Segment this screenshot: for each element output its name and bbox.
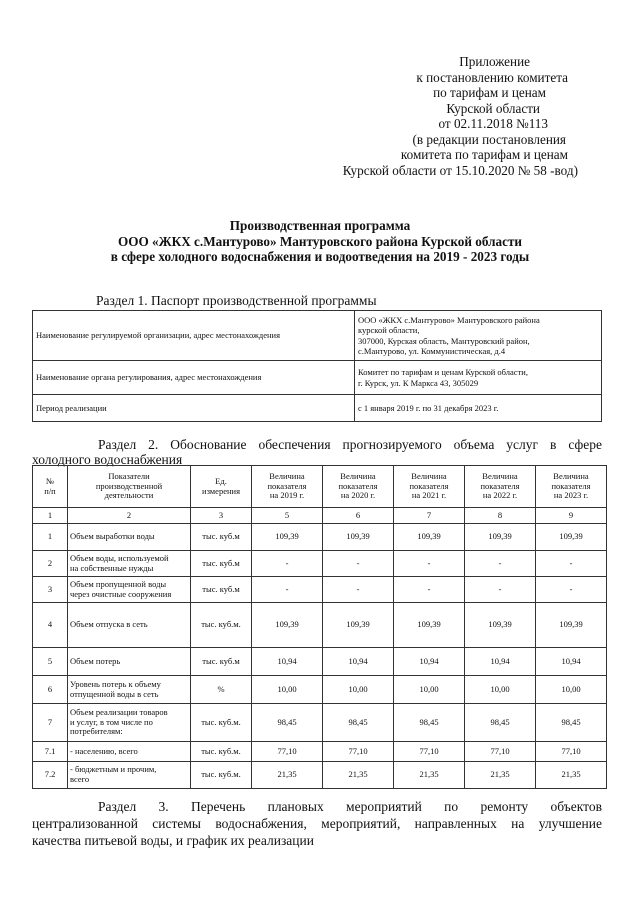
row-value: 109,39 bbox=[252, 524, 323, 551]
header-text: производственной bbox=[95, 480, 163, 491]
header-year-2023 bbox=[536, 466, 607, 508]
title-line-2: ООО «ЖКХ с.Мантурово» Мантуровского района Курской области bbox=[117, 233, 523, 249]
column-number: 8 bbox=[465, 508, 536, 524]
passport-table bbox=[32, 310, 602, 422]
row-value: 98,45 bbox=[394, 704, 465, 742]
header-text: Величина bbox=[553, 471, 589, 482]
column-number: 2 bbox=[68, 508, 191, 524]
row-indicator-line: Уровень потерь к объему bbox=[70, 678, 161, 689]
row-unit: тыс. куб.м. bbox=[191, 762, 252, 789]
row-value: 109,39 bbox=[536, 524, 607, 551]
row-indicator bbox=[68, 648, 191, 676]
header-indicator bbox=[68, 466, 191, 508]
passport-value-line: с 1 января 2019 г. по 31 декабря 2023 г. bbox=[358, 402, 499, 413]
row-num: 5 bbox=[33, 648, 68, 676]
row-value: 10,00 bbox=[465, 676, 536, 704]
column-number: 3 bbox=[191, 508, 252, 524]
row-indicator bbox=[68, 577, 191, 603]
appendix-line: от 02.11.2018 №113 bbox=[438, 116, 548, 131]
row-value: 77,10 bbox=[394, 742, 465, 762]
header-text: показателя bbox=[267, 480, 307, 491]
header-text: Ед. bbox=[215, 476, 227, 487]
section2-heading-line1: Раздел 2. Обоснование обеспечения прогнозируемого объема услуг в сфере bbox=[98, 437, 602, 452]
row-value: 109,39 bbox=[252, 603, 323, 648]
row-value: 10,00 bbox=[252, 676, 323, 704]
header-year-2019 bbox=[252, 466, 323, 508]
appendix-block bbox=[318, 54, 578, 178]
header-num bbox=[33, 466, 68, 508]
header-text: на 2020 г. bbox=[340, 490, 376, 501]
row-indicator bbox=[68, 603, 191, 648]
row-value: 21,35 bbox=[536, 762, 607, 789]
row-value: - bbox=[323, 577, 394, 603]
header-text: показателя bbox=[338, 480, 378, 491]
row-unit: тыс. куб.м bbox=[191, 524, 252, 551]
header-text: Величина bbox=[269, 471, 305, 482]
header-text: п/п bbox=[44, 485, 56, 496]
passport-value bbox=[355, 361, 602, 395]
row-indicator bbox=[68, 704, 191, 742]
appendix-line: (в редакции постановления bbox=[412, 131, 566, 147]
appendix-line: по тарифам и ценам bbox=[433, 85, 546, 100]
row-unit: тыс. куб.м. bbox=[191, 742, 252, 762]
header-year-2020 bbox=[323, 466, 394, 508]
passport-row bbox=[33, 395, 602, 422]
appendix-line: комитета по тарифам и ценам bbox=[400, 147, 568, 162]
row-value: 109,39 bbox=[465, 524, 536, 551]
passport-value-line: с.Мантурово, ул. Коммунистическая, д.4 bbox=[358, 346, 506, 356]
row-value: 10,00 bbox=[323, 676, 394, 704]
row-indicator-line: - населению, всего bbox=[70, 745, 138, 756]
row-indicator-line: на собственные нужды bbox=[70, 562, 154, 573]
passport-value-line: 307000, Курская область, Мантуровский район, bbox=[358, 335, 530, 346]
passport-value-line: курской области, bbox=[358, 325, 420, 335]
row-value: - bbox=[323, 551, 394, 577]
row-indicator bbox=[68, 551, 191, 577]
row-unit: тыс. куб.м. bbox=[191, 704, 252, 742]
row-indicator bbox=[68, 762, 191, 789]
section2-heading-line2: холодного водоснабжения bbox=[32, 452, 183, 467]
row-num: 7.2 bbox=[33, 762, 68, 789]
passport-value bbox=[355, 395, 602, 422]
row-value: 77,10 bbox=[252, 742, 323, 762]
row-value: 109,39 bbox=[394, 603, 465, 648]
table-row bbox=[33, 524, 607, 551]
row-indicator-line: Объем отпуска в сеть bbox=[70, 619, 148, 630]
row-value: 109,39 bbox=[323, 603, 394, 648]
appendix-line: к постановлению комитета bbox=[416, 69, 568, 85]
table-row bbox=[33, 762, 607, 789]
appendix-line: Курской области bbox=[446, 100, 540, 116]
row-value: 10,94 bbox=[536, 648, 607, 676]
row-value: 21,35 bbox=[252, 762, 323, 789]
row-value: 10,94 bbox=[252, 648, 323, 676]
table-row bbox=[33, 577, 607, 603]
row-indicator-line: Объем реализации товаров bbox=[70, 706, 168, 717]
row-value: 98,45 bbox=[536, 704, 607, 742]
row-num: 2 bbox=[33, 551, 68, 577]
row-indicator-line: всего bbox=[70, 774, 90, 784]
row-value: - bbox=[252, 577, 323, 603]
row-value: - bbox=[394, 577, 465, 603]
row-value: - bbox=[394, 551, 465, 577]
header-text: показателя bbox=[551, 480, 591, 491]
row-indicator bbox=[68, 524, 191, 551]
row-indicator-line: и услуг, в том числе по bbox=[70, 716, 153, 727]
row-value: 77,10 bbox=[536, 742, 607, 762]
document-title bbox=[40, 218, 600, 265]
row-num: 4 bbox=[33, 603, 68, 648]
row-num: 7 bbox=[33, 704, 68, 742]
header-text: на 2021 г. bbox=[411, 490, 447, 501]
row-indicator-line: Объем выработки воды bbox=[70, 531, 155, 542]
row-value: 77,10 bbox=[323, 742, 394, 762]
column-number: 1 bbox=[33, 508, 68, 524]
table-row bbox=[33, 704, 607, 742]
appendix-line: Курской области от 15.10.2020 № 58 -вод) bbox=[342, 162, 578, 178]
passport-row bbox=[33, 311, 602, 361]
row-value: 21,35 bbox=[394, 762, 465, 789]
header-text: Величина bbox=[411, 471, 447, 482]
row-value: 98,45 bbox=[465, 704, 536, 742]
row-indicator bbox=[68, 676, 191, 704]
table-header-row bbox=[33, 466, 607, 508]
section3-line2: централизованной системы водоснабжения, мероприятий, направленных на улучшение bbox=[32, 816, 602, 831]
row-value: 21,35 bbox=[465, 762, 536, 789]
row-value: 10,00 bbox=[394, 676, 465, 704]
row-value: 109,39 bbox=[394, 524, 465, 551]
row-num: 6 bbox=[33, 676, 68, 704]
section3-heading bbox=[32, 798, 602, 849]
row-unit: тыс. куб.м bbox=[191, 577, 252, 603]
passport-label: Наименование органа регулирования, адрес местонахождения bbox=[33, 361, 355, 395]
passport-value-line: г. Курск, ул. К Маркса 43, 305029 bbox=[358, 377, 479, 388]
column-number-row bbox=[33, 508, 607, 524]
row-value: 109,39 bbox=[323, 524, 394, 551]
title-line-3: в сфере холодного водоснабжения и водоотведения на 2019 - 2023 годы bbox=[110, 249, 530, 264]
row-value: 10,94 bbox=[394, 648, 465, 676]
row-value: - bbox=[536, 551, 607, 577]
row-value: 77,10 bbox=[465, 742, 536, 762]
table-row bbox=[33, 551, 607, 577]
header-text: на 2022 г. bbox=[482, 490, 518, 501]
section2-heading bbox=[32, 437, 602, 467]
header-text: Величина bbox=[340, 471, 376, 482]
header-year-2021 bbox=[394, 466, 465, 508]
passport-value-line: Комитет по тарифам и ценам Курской области, bbox=[358, 367, 528, 377]
row-value: - bbox=[252, 551, 323, 577]
row-value: - bbox=[465, 551, 536, 577]
header-text: Величина bbox=[482, 471, 518, 482]
header-text: деятельности bbox=[104, 490, 154, 501]
passport-label: Период реализации bbox=[33, 395, 355, 422]
passport-value bbox=[355, 311, 602, 361]
section1-heading: Раздел 1. Паспорт производственной программы bbox=[96, 293, 377, 308]
row-indicator-line: - бюджетным и прочим, bbox=[70, 764, 157, 775]
row-unit: тыс. куб.м bbox=[191, 551, 252, 577]
row-indicator-line: Объем потерь bbox=[70, 655, 121, 666]
section3-line1: Раздел 3. Перечень плановых мероприятий по ремонту объектов bbox=[98, 799, 602, 814]
column-number: 6 bbox=[323, 508, 394, 524]
header-text: на 2023 г. bbox=[553, 490, 589, 501]
row-indicator-line: через очистные сооружения bbox=[70, 588, 172, 599]
indicators-table bbox=[32, 465, 607, 789]
row-indicator-line: потребителям: bbox=[70, 726, 123, 737]
section3-line3: качества питьевой воды, и график их реализации bbox=[32, 833, 314, 848]
table-row bbox=[33, 676, 607, 704]
header-text: показателя bbox=[409, 480, 449, 491]
row-value: 10,00 bbox=[536, 676, 607, 704]
title-line-1: Производственная программа bbox=[229, 218, 411, 233]
row-unit: тыс. куб.м bbox=[191, 648, 252, 676]
header-year-2022 bbox=[465, 466, 536, 508]
row-value: 98,45 bbox=[323, 704, 394, 742]
row-indicator bbox=[68, 742, 191, 762]
row-indicator-line: Объем пропущенной воды bbox=[70, 578, 167, 589]
row-value: - bbox=[465, 577, 536, 603]
row-value: 10,94 bbox=[465, 648, 536, 676]
header-unit bbox=[191, 466, 252, 508]
row-unit: % bbox=[191, 676, 252, 704]
row-value: 10,94 bbox=[323, 648, 394, 676]
passport-value-line: ООО «ЖКХ с.Мантурово» Мантуровского района bbox=[358, 314, 540, 325]
row-indicator-line: Объем воды, используемой bbox=[70, 552, 169, 563]
row-value: 109,39 bbox=[536, 603, 607, 648]
column-number: 9 bbox=[536, 508, 607, 524]
row-value: 21,35 bbox=[323, 762, 394, 789]
header-text: Показатели bbox=[108, 471, 150, 482]
row-value: 98,45 bbox=[252, 704, 323, 742]
row-num: 7.1 bbox=[33, 742, 68, 762]
header-text: показателя bbox=[480, 480, 520, 491]
row-num: 3 bbox=[33, 577, 68, 603]
table-row bbox=[33, 648, 607, 676]
row-value: - bbox=[536, 577, 607, 603]
row-unit: тыс. куб.м. bbox=[191, 603, 252, 648]
column-number: 7 bbox=[394, 508, 465, 524]
table-row bbox=[33, 603, 607, 648]
row-indicator-line: отпущенной воды в сеть bbox=[70, 688, 159, 699]
table-row bbox=[33, 742, 607, 762]
passport-label: Наименование регулируемой организации, адрес местонахождения bbox=[33, 311, 355, 361]
header-text: № bbox=[45, 476, 55, 487]
passport-row bbox=[33, 361, 602, 395]
column-number: 5 bbox=[252, 508, 323, 524]
appendix-line: Приложение bbox=[459, 54, 530, 69]
header-text: измерения bbox=[202, 485, 240, 496]
row-value: 109,39 bbox=[465, 603, 536, 648]
row-num: 1 bbox=[33, 524, 68, 551]
header-text: на 2019 г. bbox=[269, 490, 305, 501]
